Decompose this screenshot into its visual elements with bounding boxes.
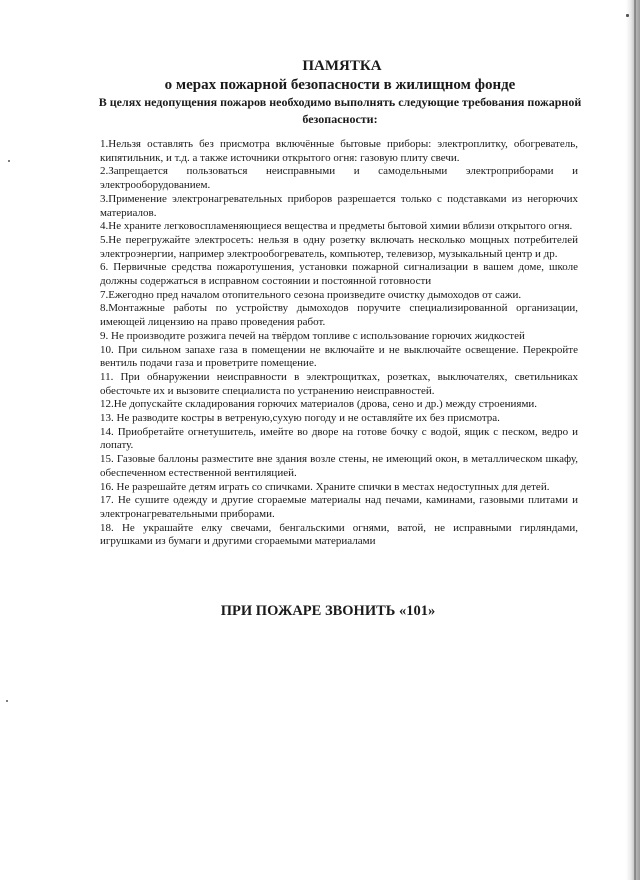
scan-shadow-line [634,0,636,880]
rule-item: 16. Не разрешайте детям играть со спичками. Храните спички в местах недоступных для детей. [100,480,550,493]
intro-text-line-1: В целях недопущения пожаров необходимо выполнять следующие требования пожарной [98,95,582,109]
scan-shadow-edge [626,0,640,880]
rule-item: 6. Первичные средства пожаротушения, установки пожарной сигнализации в вашем доме, школе должны содержаться в исправном состоянии и постоянной готовности [100,261,578,288]
rule-item: 10. При сильном запахе газа в помещении не включайте и не выключайте освещение. Перекройте вентиль подачи газа и проветрите помещение. [100,343,578,370]
rule-item: 12.Не допускайте складирования горючих материалов (дрова, сено и др.) между строениями. [100,398,538,411]
rule-item: 18. Не украшайте елку свечами, бенгальскими огнями, ватой, не исправными гирляндами, игрушками из бумаги и другими сгораемыми материалами [100,521,578,548]
scan-speck [6,700,8,702]
rule-item: 2.Запрещается пользоваться неисправными и самодельными электроприборами и электрооборудованием. [100,165,578,192]
document-subtitle: о мерах пожарной безопасности в жилищном фонде [164,77,516,93]
rule-item: 13. Не разводите костры в ветреную,сухую погоду и не оставляйте их без присмотра. [100,412,500,425]
rule-item: 3.Применение электронагревательных приборов разрешается только с подставками из негорючих материалов. [100,192,578,219]
rule-item: 8.Монтажные работы по устройству дымоходов поручите специализированной организации, имеющей лицензию на право проведения работ. [100,302,578,329]
rule-item: 11. При обнаружении неисправности в электрощитках, розетках, выключателях, светильниках обесточьте их и вызовите специалиста по устранению неисправностей. [100,370,578,397]
scan-speck [626,14,629,17]
rule-item: 9. Не производите розжига печей на твёрдом топливе с использование горючих жидкостей [100,329,525,342]
rule-item: 7.Ежегодно пред началом отопительного сезона произведите очистку дымоходов от сажи. [100,288,522,301]
rule-item: 14. Приобретайте огнетушитель, имейте во дворе на готове бочку с водой, ящик с песком, ведро и лопату. [100,425,578,452]
rule-item: 4.Не храните легковоспламеняющиеся вещества и предметы бытовой химии вблизи открытого огня. [100,220,573,233]
rule-item: 5.Не перегружайте электросеть: нельзя в одну розетку включать несколько мощных потребителей электроэнергии, например электрообогреватель, компьютер, телевизор, музыкальный центр и др. [100,233,578,260]
document-title: ПАМЯТКА [302,58,382,74]
rule-item: 15. Газовые баллоны разместите вне здания возле стены, не имеющий окон, в металлическом шкафу, обеспеченном естественной вентиляцией. [100,453,578,479]
rule-item: 17. Не сушите одежду и другие сгораемые материалы над печами, каминами, газовыми плитами и электронагревательными приборами. [100,494,578,520]
emergency-call-notice: ПРИ ПОЖАРЕ ЗВОНИТЬ «101» [220,603,436,619]
intro-text-line-2: безопасности: [302,112,378,126]
scan-speck [8,160,10,162]
rule-item: 1.Нельзя оставлять без присмотра включённые бытовые приборы: электроплитку, обогреватель, кипятильник, и т.д. а также источники открытого огня: газовую плиту свечи. [100,138,578,164]
rules-list [100,138,578,549]
